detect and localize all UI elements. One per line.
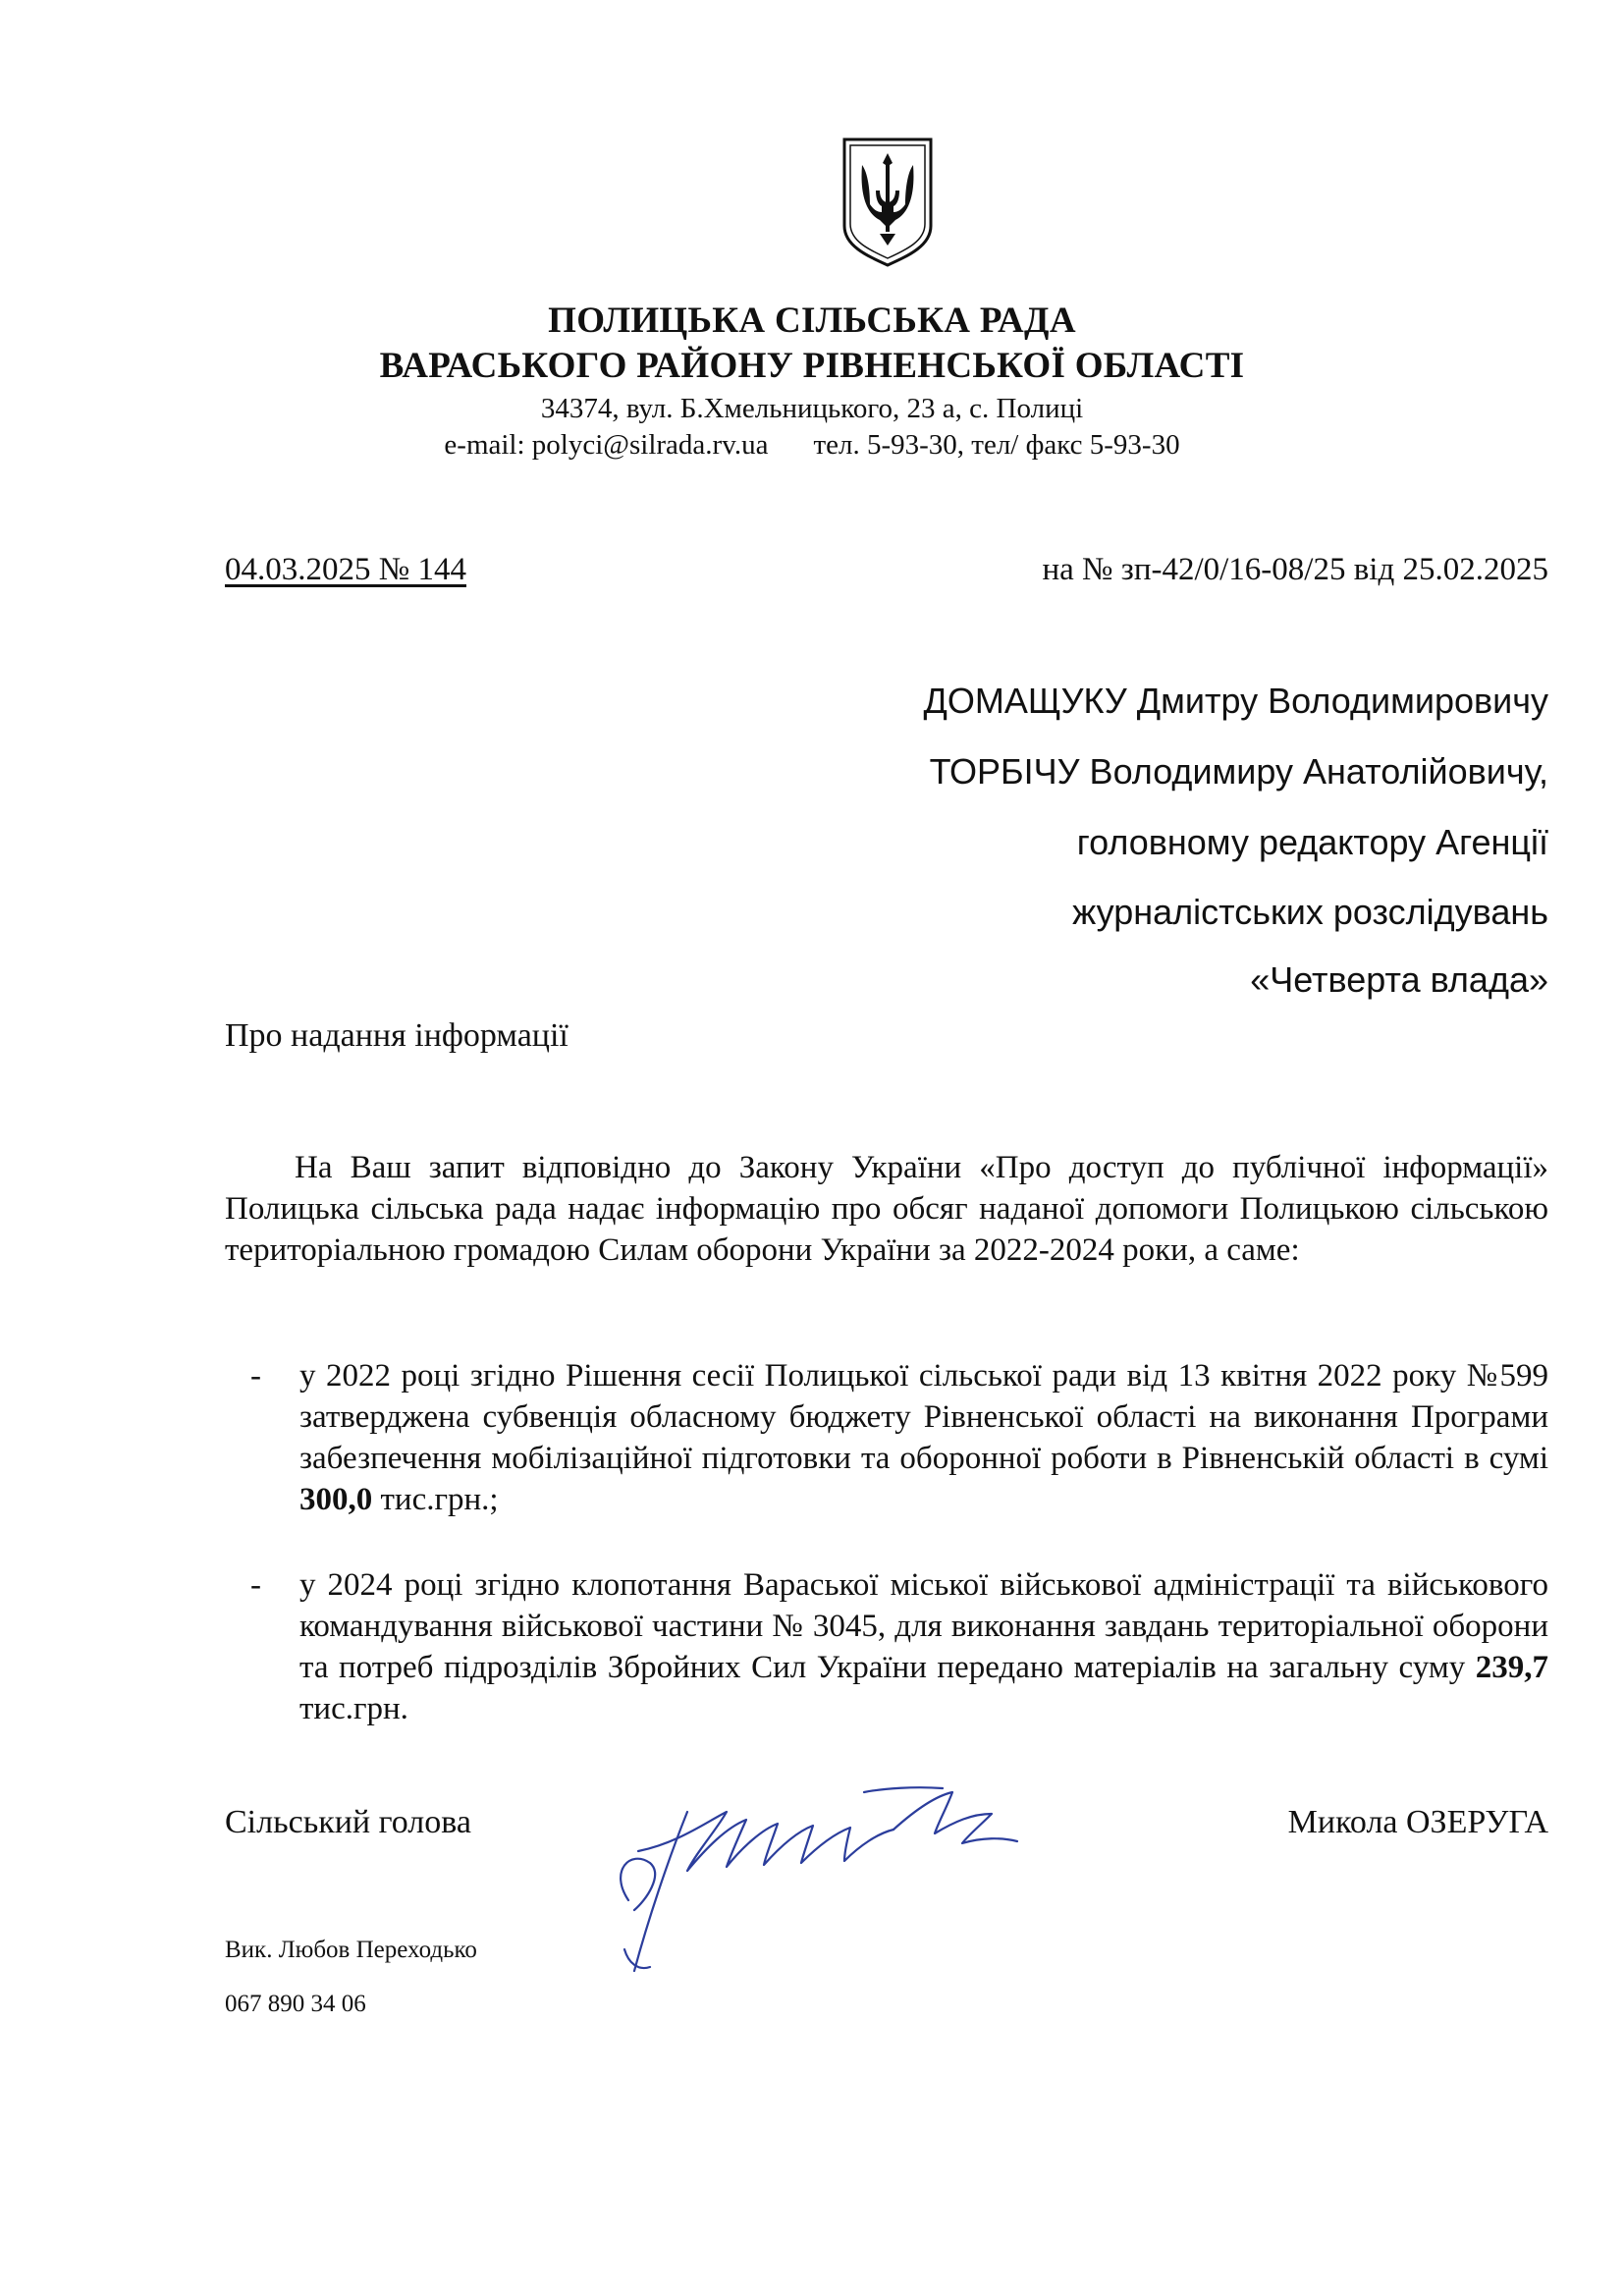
list-item-text bbox=[299, 1355, 1548, 1520]
item-text: у 2024 році згідно клопотання Вараської міської військової адміністрації та військового командування військової частини № 3045, для виконання завдань територіальної оборони та потреб підрозділів Збройних Сил України передано матеріалів на загальну суму bbox=[299, 1567, 1548, 1685]
signer-position: Сільський голова bbox=[225, 1804, 471, 1840]
addressee-line: ДОМАЩУКУ Дмитру Володимировичу bbox=[923, 681, 1548, 721]
signer-name: Микола ОЗЕРУГА bbox=[1287, 1804, 1548, 1840]
trident-coat-of-arms-icon bbox=[840, 136, 935, 269]
outgoing-number: 04.03.2025 № 144 bbox=[225, 552, 466, 587]
item-amount: 239,7 bbox=[1475, 1650, 1549, 1685]
addressee-line: журналістських розслідувань bbox=[1072, 892, 1548, 932]
list-dash: - bbox=[250, 1358, 261, 1394]
addressee-line: головному редактору Агенції bbox=[1076, 822, 1548, 862]
list-item bbox=[250, 1355, 1548, 1520]
org-phones: тел. 5-93-30, тел/ факс 5-93-30 bbox=[813, 429, 1180, 461]
executor-name: Вик. Любов Переходько bbox=[225, 1937, 477, 1963]
org-address: 34374, вул. Б.Хмельницького, 23 а, с. Полиці bbox=[540, 393, 1084, 424]
org-email: e-mail: polyci@silrada.rv.ua bbox=[444, 429, 769, 461]
handwritten-signature-icon bbox=[569, 1753, 1031, 1979]
body-intro-paragraph: На Ваш запит відповідно до Закону України «Про доступ до публічної інформації» Полицька сільська рада надає інформацію про обсяг наданої допомоги Полицькою сільською територіальною громадою Силам оборони України за 2022-2024 роки, а саме: bbox=[225, 1150, 1548, 1268]
executor-phone: 067 890 34 06 bbox=[225, 1991, 366, 2017]
list-item-text bbox=[299, 1564, 1548, 1729]
item-unit: тис.грн.; bbox=[380, 1482, 499, 1517]
item-unit: тис.грн. bbox=[299, 1691, 408, 1726]
list-dash: - bbox=[250, 1567, 261, 1603]
letter-subject: Про надання інформації bbox=[225, 1017, 568, 1054]
addressee-line: «Четверта влада» bbox=[1250, 959, 1548, 1000]
list-item bbox=[250, 1564, 1548, 1729]
addressee-line: ТОРБІЧУ Володимиру Анатолійовичу, bbox=[929, 751, 1548, 792]
org-name-line1: ПОЛИЦЬКА СІЛЬСЬКА РАДА bbox=[548, 301, 1076, 341]
item-text: у 2022 році згідно Рішення сесії Полицької сільської ради від 13 квітня 2022 року №599 затверджена субвенція обласному бюджету Рівненської області на виконання Програми забезпечення мобілізаційної підготовки та оборонної роботи в Рівненській області в сумі bbox=[299, 1358, 1548, 1476]
item-amount: 300,0 bbox=[299, 1482, 373, 1517]
org-contacts bbox=[0, 429, 1624, 462]
incoming-reference: на № зп-42/0/16-08/25 від 25.02.2025 bbox=[1042, 552, 1548, 587]
org-name-line2: ВАРАСЬКОГО РАЙОНУ РІВНЕНСЬКОЇ ОБЛАСТІ bbox=[379, 346, 1245, 386]
